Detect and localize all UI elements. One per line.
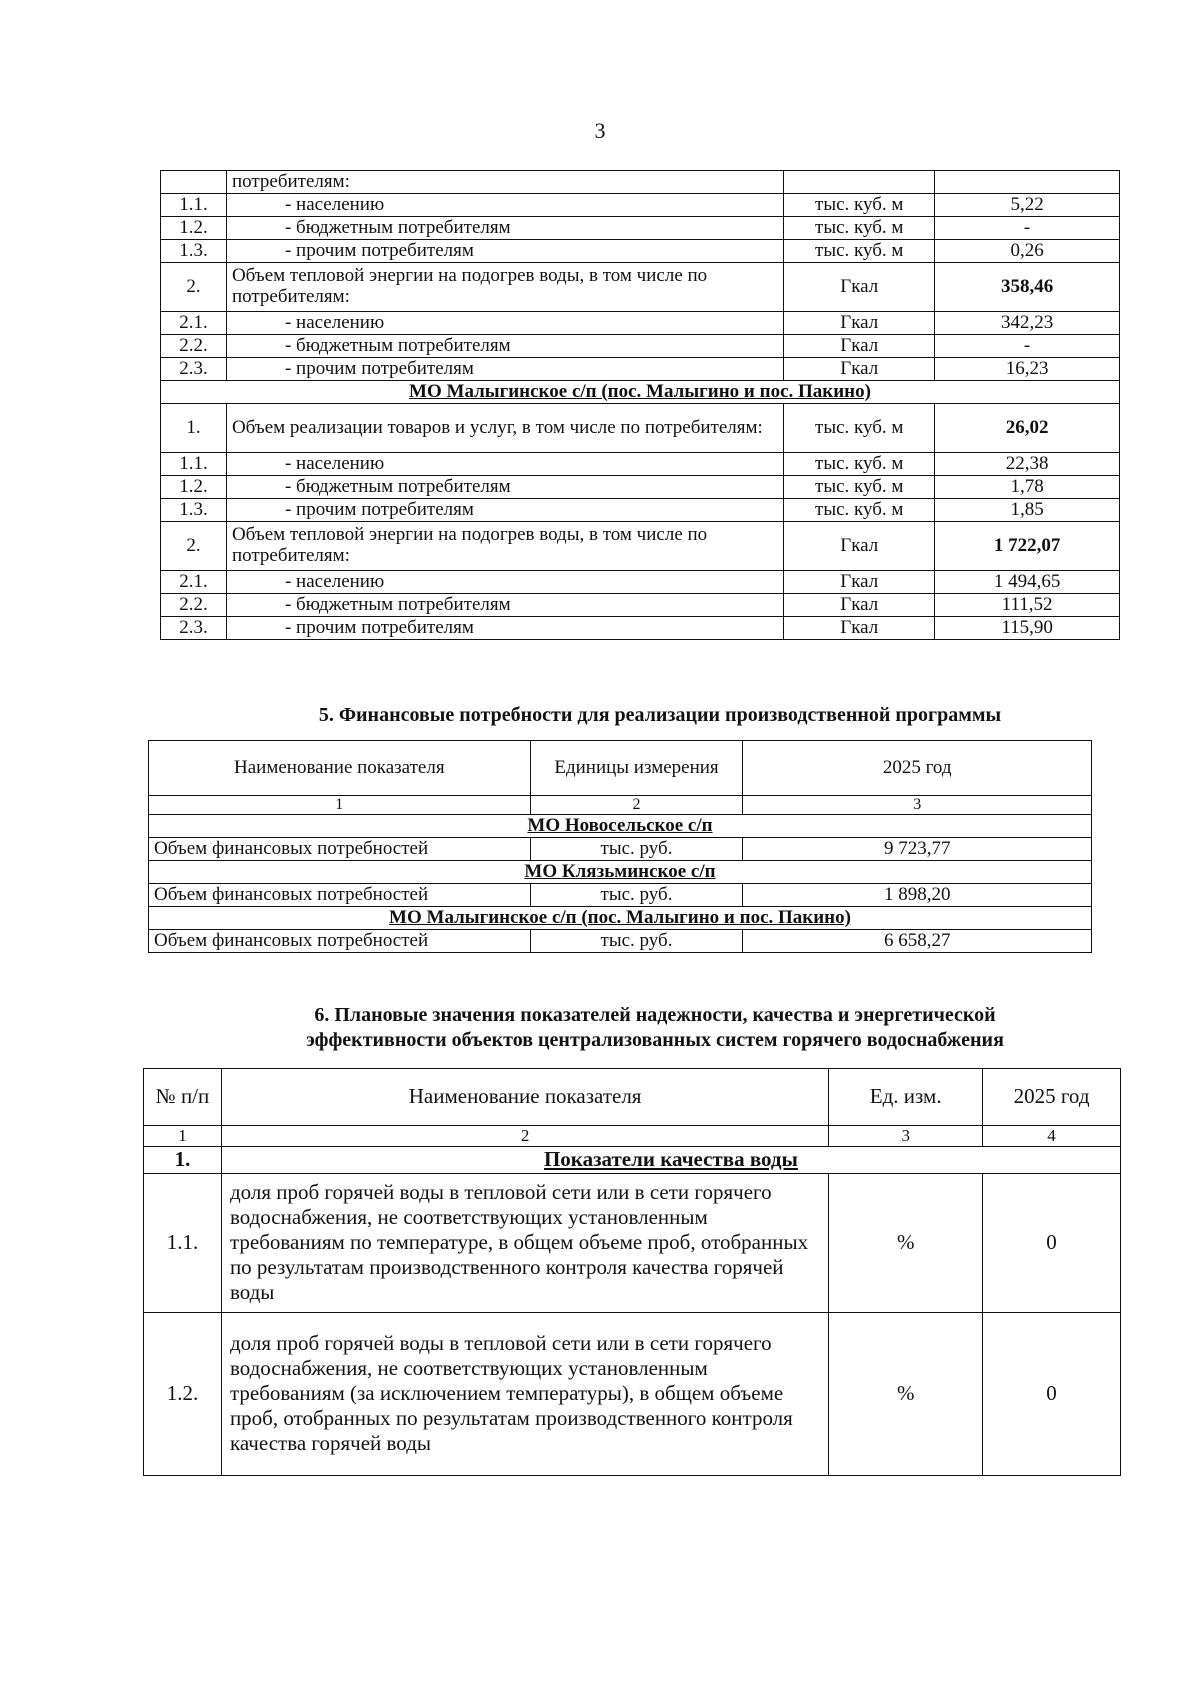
index-cell: 2: [221, 1126, 828, 1147]
row-number: 2.: [161, 263, 227, 312]
index-row: [149, 796, 1092, 815]
table-row: [161, 476, 1120, 499]
row-unit: Гкал: [784, 617, 935, 640]
table-row: [161, 312, 1120, 335]
row-value: 358,46: [935, 263, 1120, 312]
row-unit: тыс. куб. м: [784, 453, 935, 476]
row-unit: тыс. куб. м: [784, 499, 935, 522]
row-label: Объем тепловой энергии на подогрев воды, в том числе по потребителям:: [226, 522, 783, 571]
section-6-heading-line-1: 6. Плановые значения показателей надежности, качества и энергетической: [314, 1004, 996, 1026]
row-number: 1.3.: [161, 499, 227, 522]
row-value: -: [935, 217, 1120, 240]
section-5-heading: 5. Финансовые потребности для реализации производственной программы: [318, 704, 1002, 726]
index-cell: 1: [149, 796, 531, 815]
table-row: [161, 499, 1120, 522]
row-number: 2.3.: [161, 358, 227, 381]
section-row: [161, 381, 1120, 404]
row-label: доля проб горячей воды в тепловой сети или в сети горячего водоснабжения, не соответствующих установленным требованиям (за исключением температуры), в общем объеме проб, отобранных по результатам производственного контроля качества горячей воды: [221, 1312, 828, 1475]
row-value: 0,26: [935, 240, 1120, 263]
row-unit: Гкал: [784, 358, 935, 381]
row-value: 9 723,77: [743, 838, 1092, 861]
row-number: 2.3.: [161, 617, 227, 640]
section-row: [149, 861, 1092, 884]
row-number: 2.: [161, 522, 227, 571]
row-number: 1.2.: [144, 1312, 222, 1475]
row-label: доля проб горячей воды в тепловой сети или в сети горячего водоснабжения, не соответствующих установленным требованиям по температуре, в общем объеме проб, отобранных по результатам производственного контроля качества горячей воды: [221, 1173, 828, 1312]
index-cell: 4: [983, 1126, 1121, 1147]
row-label: - бюджетным потребителям: [226, 594, 783, 617]
table-row: [161, 571, 1120, 594]
row-value: 115,90: [935, 617, 1120, 640]
row-label: - населению: [226, 453, 783, 476]
section-row: [149, 815, 1092, 838]
row-unit: тыс. куб. м: [784, 194, 935, 217]
row-label: - прочим потребителям: [226, 240, 783, 263]
row-number: [161, 171, 227, 194]
row-value: 22,38: [935, 453, 1120, 476]
table-row: [161, 617, 1120, 640]
table-row: [149, 930, 1092, 953]
index-row: [144, 1126, 1121, 1147]
row-unit: [784, 171, 935, 194]
row-value: 0: [983, 1173, 1121, 1312]
table-row: [161, 404, 1120, 453]
header-year: 2025 год: [983, 1069, 1121, 1126]
row-label: Объем реализации товаров и услуг, в том числе по потребителям:: [226, 404, 783, 453]
group-title: Показатели качества воды: [221, 1147, 1120, 1173]
row-unit: тыс. руб.: [530, 884, 743, 907]
row-number: 1.2.: [161, 217, 227, 240]
group-row: [144, 1147, 1121, 1173]
row-number: 1.: [161, 404, 227, 453]
row-label: - бюджетным потребителям: [226, 476, 783, 499]
section-title: МО Клязьминское с/п: [149, 861, 1092, 884]
row-value: 5,22: [935, 194, 1120, 217]
row-unit: Гкал: [784, 335, 935, 358]
row-label: Объем финансовых потребностей: [149, 884, 531, 907]
row-number: 1.3.: [161, 240, 227, 263]
table-row: [161, 594, 1120, 617]
table-row: [161, 358, 1120, 381]
row-label: - населению: [226, 194, 783, 217]
header-number: № п/п: [144, 1069, 222, 1126]
header-year: 2025 год: [743, 741, 1092, 796]
row-unit: %: [829, 1312, 983, 1475]
row-label: - населению: [226, 571, 783, 594]
row-label: - бюджетным потребителям: [226, 335, 783, 358]
table-row: [161, 453, 1120, 476]
row-label: потребителям:: [226, 171, 783, 194]
row-value: 16,23: [935, 358, 1120, 381]
row-number: 1.1.: [161, 194, 227, 217]
section-row: [149, 907, 1092, 930]
row-unit: тыс. куб. м: [784, 217, 935, 240]
row-label: - прочим потребителям: [226, 617, 783, 640]
row-unit: тыс. куб. м: [784, 404, 935, 453]
section-title: МО Новосельское с/п: [149, 815, 1092, 838]
header-unit: Ед. изм.: [829, 1069, 983, 1126]
header-name: Наименование показателя: [149, 741, 531, 796]
row-label: - бюджетным потребителям: [226, 217, 783, 240]
row-value: 0: [983, 1312, 1121, 1475]
header-row: [144, 1069, 1121, 1126]
index-cell: 2: [530, 796, 743, 815]
section-title: МО Малыгинское с/п (пос. Малыгино и пос. Пакино): [149, 907, 1092, 930]
row-value: [935, 171, 1120, 194]
financial-needs-table: [148, 740, 1092, 953]
row-label: Объем финансовых потребностей: [149, 930, 531, 953]
index-cell: 1: [144, 1126, 222, 1147]
row-number: 2.2.: [161, 594, 227, 617]
index-cell: 3: [829, 1126, 983, 1147]
row-number: 1.1.: [161, 453, 227, 476]
row-label: Объем финансовых потребностей: [149, 838, 531, 861]
row-unit: Гкал: [784, 263, 935, 312]
group-number: 1.: [144, 1147, 222, 1173]
table-row: [161, 263, 1120, 312]
row-unit: Гкал: [784, 312, 935, 335]
row-unit: тыс. куб. м: [784, 240, 935, 263]
table-row: [149, 884, 1092, 907]
row-value: 1 494,65: [935, 571, 1120, 594]
header-unit: Единицы измерения: [530, 741, 743, 796]
row-unit: %: [829, 1173, 983, 1312]
table-row: [161, 217, 1120, 240]
row-value: 1,85: [935, 499, 1120, 522]
index-cell: 3: [743, 796, 1092, 815]
row-value: 342,23: [935, 312, 1120, 335]
header-row: [149, 741, 1092, 796]
row-unit: Гкал: [784, 594, 935, 617]
table-row: [161, 240, 1120, 263]
row-value: -: [935, 335, 1120, 358]
table-row: [161, 194, 1120, 217]
table-row: [161, 335, 1120, 358]
header-name: Наименование показателя: [221, 1069, 828, 1126]
row-value: 6 658,27: [743, 930, 1092, 953]
table-row: [161, 171, 1120, 194]
volumes-table: [160, 170, 1120, 640]
table-row: [144, 1312, 1121, 1475]
table-row: [144, 1173, 1121, 1312]
quality-indicators-table: [143, 1068, 1121, 1476]
row-unit: тыс. руб.: [530, 838, 743, 861]
section-6-heading-line-2: эффективности объектов централизованных систем горячего водоснабжения: [306, 1029, 1004, 1051]
row-label: - прочим потребителям: [226, 499, 783, 522]
row-number: 2.2.: [161, 335, 227, 358]
row-unit: Гкал: [784, 571, 935, 594]
row-label: Объем тепловой энергии на подогрев воды, в том числе по потребителям:: [226, 263, 783, 312]
page-number: 3: [594, 118, 606, 143]
row-value: 1 898,20: [743, 884, 1092, 907]
table-row: [149, 838, 1092, 861]
row-unit: тыс. куб. м: [784, 476, 935, 499]
row-unit: Гкал: [784, 522, 935, 571]
row-value: 26,02: [935, 404, 1120, 453]
row-number: 1.1.: [144, 1173, 222, 1312]
section-6-heading: [55, 1003, 1200, 1053]
row-number: 1.2.: [161, 476, 227, 499]
row-number: 2.1.: [161, 571, 227, 594]
row-unit: тыс. руб.: [530, 930, 743, 953]
table-row: [161, 522, 1120, 571]
row-value: 1 722,07: [935, 522, 1120, 571]
row-value: 111,52: [935, 594, 1120, 617]
row-value: 1,78: [935, 476, 1120, 499]
row-label: - прочим потребителям: [226, 358, 783, 381]
row-number: 2.1.: [161, 312, 227, 335]
row-label: - населению: [226, 312, 783, 335]
section-title: МО Малыгинское с/п (пос. Малыгино и пос. Пакино): [161, 381, 1120, 404]
